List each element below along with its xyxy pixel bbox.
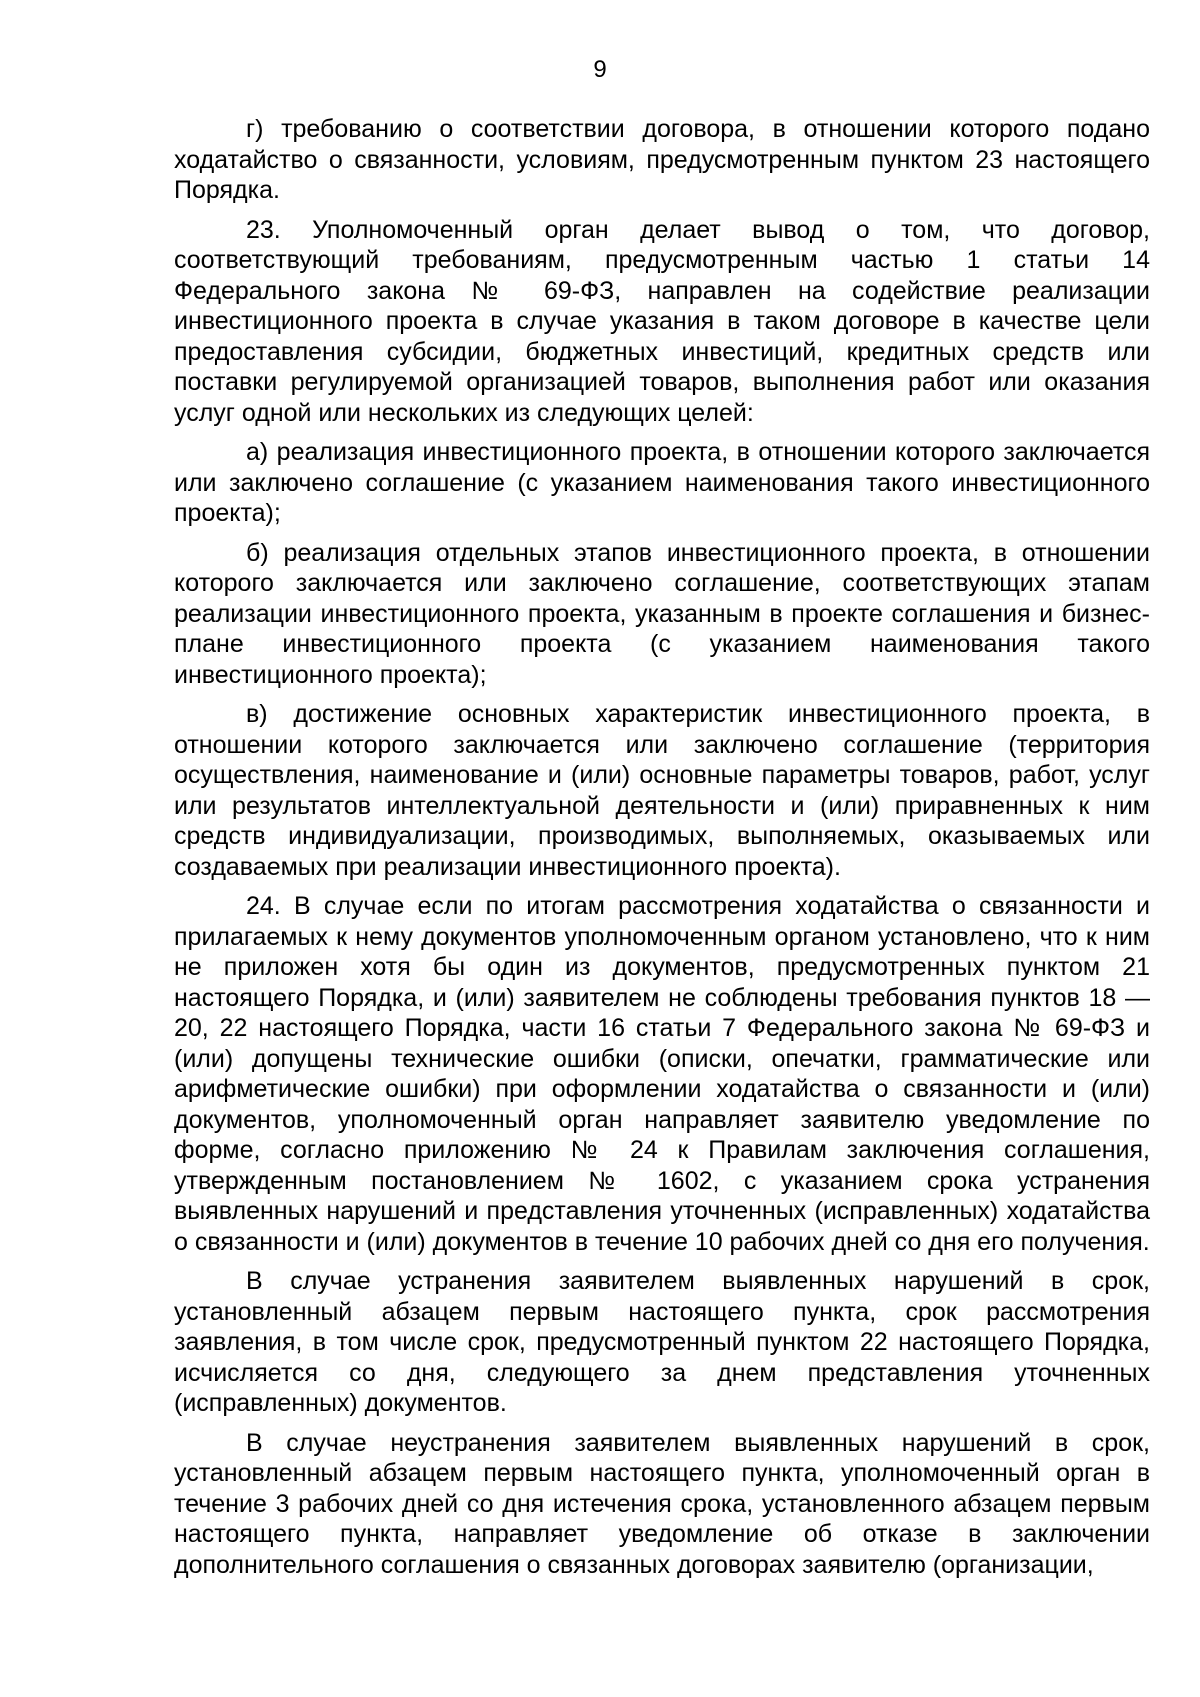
paragraph-item-24: 24. В случае если по итогам рассмотрения ходатайства о связанности и прилагаемых к нему документов уполномоченным органом установлено, что к ним не приложен хотя бы один из документов, предусмотренных пунктом 21 настоящего Порядка, и (или) заявителем не соблюдены требования пунктов 18 — 20, 22 настоящего Порядка, части 16 статьи 7 Федерального закона № 69-ФЗ и (или) допущены технические ошибки (описки, опечатки, грамматические или арифметические ошибки) при оформлении ходатайства о связанности и (или) документов, уполномоченный орган направляет заявителю уведомление по форме, согласно приложению № 24 к Правилам заключения соглашения, утвержденным постановлением № 1602, с указанием срока устранения выявленных нарушений и представления уточненных (исправленных) ходатайства о связанности и (или) документов в течение 10 рабочих дней со дня его получения. xyxy=(174,892,1150,1256)
paragraph-subitem-b: б) реализация отдельных этапов инвестиционного проекта, в отношении которого заключается или заключено соглашение, соответствующих этапам реализации инвестиционного проекта, указанным в проекте соглашения и бизнес-плане инвестиционного проекта (с указанием наименования такого инвестиционного проекта); xyxy=(174,538,1150,689)
paragraph-item-24-third: В случае неустранения заявителем выявленных нарушений в срок, установленный абзацем первым настоящего пункта, уполномоченный орган в течение 3 рабочих дней со дня истечения срока, установленного абзацем первым настоящего пункта, направляет уведомление об отказе в заключении дополнительного соглашения о связанных договорах заявителю (организации, xyxy=(174,1428,1150,1579)
document-body xyxy=(174,114,1150,1589)
paragraph-item-23: 23. Уполномоченный орган делает вывод о том, что договор, соответствующий требованиям, предусмотренным частью 1 статьи 14 Федерального закона № 69-ФЗ, направлен на содействие реализации инвестиционного проекта в случае указания в таком договоре в качестве цели предоставления субсидии, бюджетных инвестиций, кредитных средств или поставки регулируемой организацией товаров, выполнения работ или оказания услуг одной или нескольких из следующих целей: xyxy=(174,215,1150,427)
paragraph-subitem-v: в) достижение основных характеристик инвестиционного проекта, в отношении которого заключается или заключено соглашение (территория осуществления, наименование и (или) основные параметры товаров, работ, услуг или результатов интеллектуальной деятельности и (или) приравненных к ним средств индивидуализации, производимых, выполняемых, оказываемых или создаваемых при реализации инвестиционного проекта). xyxy=(174,700,1150,881)
paragraph-subitem-a: а) реализация инвестиционного проекта, в отношении которого заключается или заключено соглашение (с указанием наименования такого инвестиционного проекта); xyxy=(174,438,1150,527)
page-number: 9 xyxy=(593,56,607,83)
paragraph-subitem-g: г) требованию о соответствии договора, в отношении которого подано ходатайство о связанности, условиям, предусмотренным пунктом 23 настоящего Порядка. xyxy=(174,115,1150,204)
paragraph-item-24-second: В случае устранения заявителем выявленных нарушений в срок, установленный абзацем первым настоящего пункта, срок рассмотрения заявления, в том числе срок, предусмотренный пунктом 22 настоящего Порядка, исчисляется со дня, следующего за днем представления уточненных (исправленных) документов. xyxy=(174,1267,1150,1417)
